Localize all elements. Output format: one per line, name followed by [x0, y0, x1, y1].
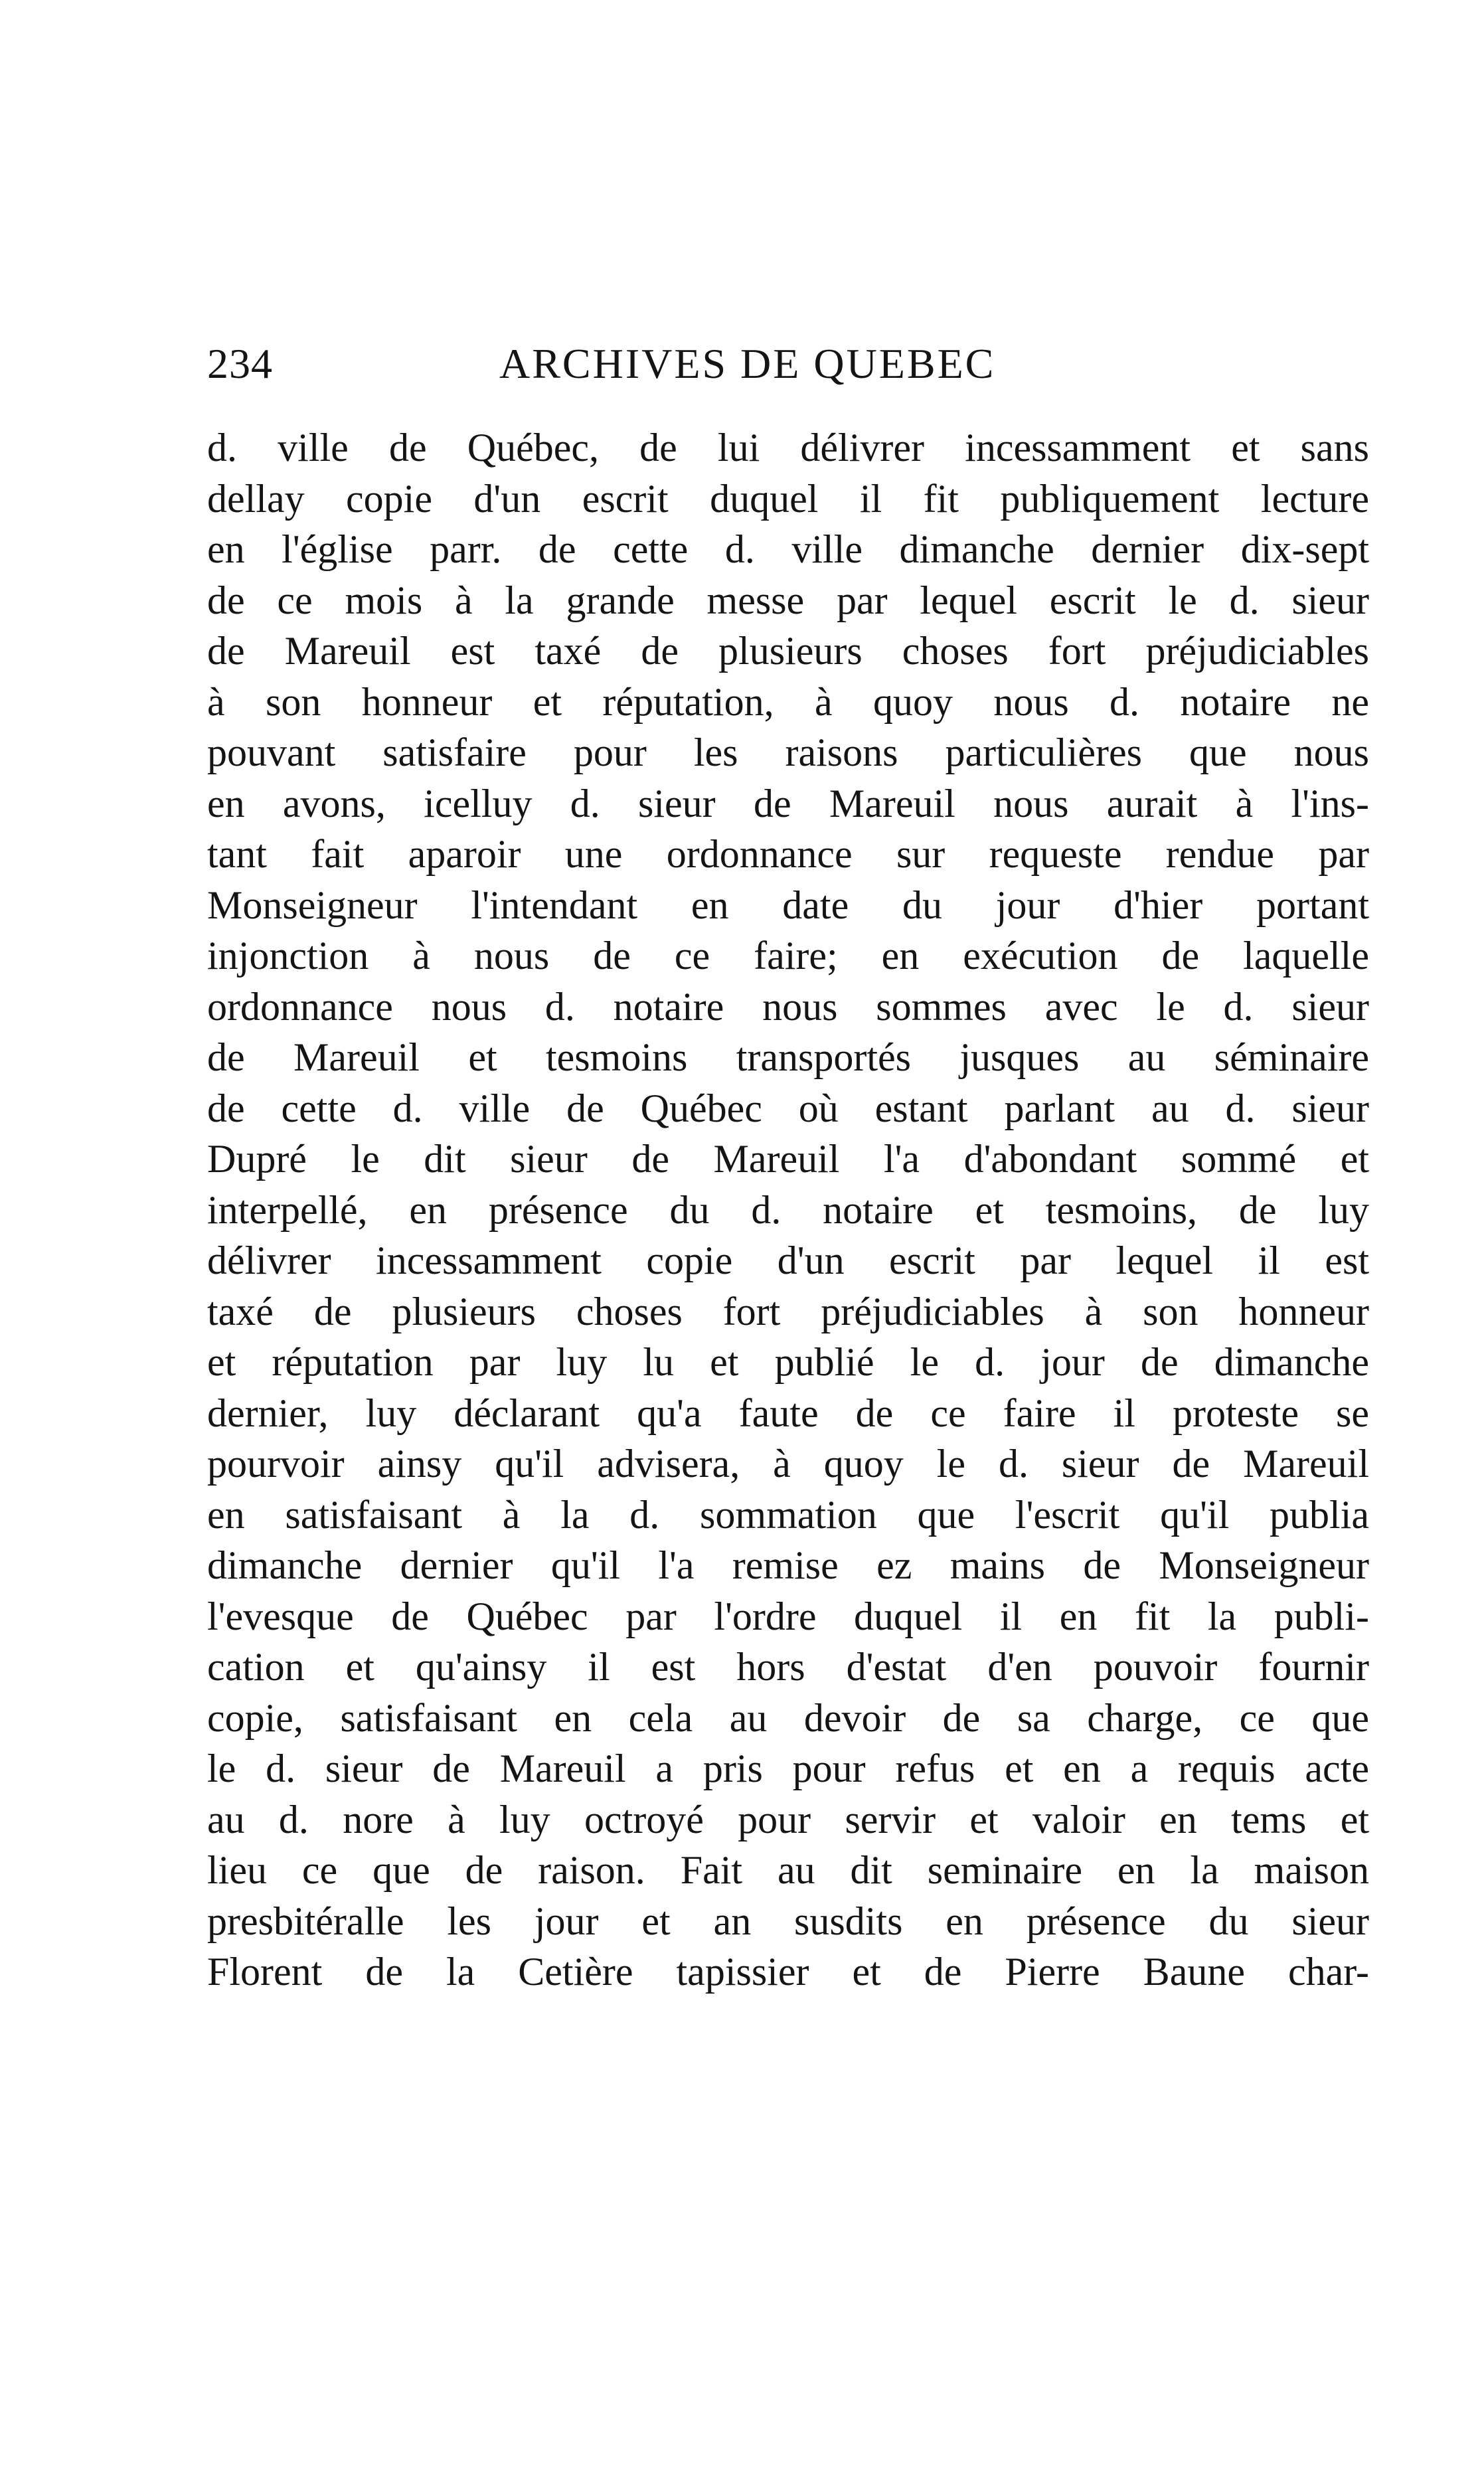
- text-line: au d. nore à luy octroyé pour servir et valoir en tems et: [207, 1797, 1369, 1841]
- text-line: dellay copie d'un escrit duquel il fit publiquement lecture: [207, 476, 1369, 521]
- text-line: dimanche dernier qu'il l'a remise ez mains de Monseigneur: [207, 1543, 1369, 1587]
- text-line: dernier, luy déclarant qu'a faute de ce faire il proteste se: [207, 1391, 1369, 1435]
- text-line: de Mareuil est taxé de plusieurs choses fort préjudiciables: [207, 629, 1369, 673]
- text-line: copie, satisfaisant en cela au devoir de sa charge, ce que: [207, 1695, 1369, 1740]
- text-line: et réputation par luy lu et publié le d. jour de dimanche: [207, 1340, 1369, 1384]
- text-line: en avons, icelluy d. sieur de Mareuil nous aurait à l'ins-: [207, 781, 1369, 825]
- text-line: d. ville de Québec, de lui délivrer incessamment et sans: [207, 426, 1369, 470]
- text-line: interpellé, en présence du d. notaire et tesmoins, de luy: [207, 1187, 1369, 1232]
- text-line: tant fait aparoir une ordonnance sur requeste rendue par: [207, 832, 1369, 876]
- text-line: pourvoir ainsy qu'il advisera, à quoy le d. sieur de Mareuil: [207, 1442, 1369, 1486]
- body-text: [207, 422, 1369, 1998]
- text-line: taxé de plusieurs choses fort préjudiciables à son honneur: [207, 1289, 1369, 1333]
- text-line: en l'église parr. de cette d. ville dimanche dernier dix-sept: [207, 527, 1369, 571]
- text-line: pouvant satisfaire pour les raisons particulières que nous: [207, 730, 1369, 774]
- text-line: à son honneur et réputation, à quoy nous d. notaire ne: [207, 679, 1369, 724]
- text-line: Dupré le dit sieur de Mareuil l'a d'abondant sommé et: [207, 1137, 1369, 1181]
- text-line: Monseigneur l'intendant en date du jour d'hier portant: [207, 883, 1369, 927]
- text-line: de ce mois à la grande messe par lequel escrit le d. sieur: [207, 578, 1369, 622]
- running-head: [207, 337, 1369, 390]
- text-line: ordonnance nous d. notaire nous sommes avec le d. sieur: [207, 984, 1369, 1029]
- text-line: de cette d. ville de Québec où estant parlant au d. sieur: [207, 1086, 1369, 1130]
- text-line: l'evesque de Québec par l'ordre duquel il en fit la publi-: [207, 1594, 1369, 1638]
- text-line: injonction à nous de ce faire; en exécution de laquelle: [207, 934, 1369, 978]
- text-line: lieu ce que de raison. Fait au dit seminaire en la maison: [207, 1848, 1369, 1892]
- text-line: de Mareuil et tesmoins transportés jusques au séminaire: [207, 1035, 1369, 1079]
- text-line: en satisfaisant à la d. sommation que l'escrit qu'il publia: [207, 1492, 1369, 1537]
- text-line: presbitéralle les jour et an susdits en présence du sieur: [207, 1899, 1369, 1943]
- text-line: Florent de la Cetière tapissier et de Pierre Baune char-: [207, 1950, 1369, 1994]
- running-title: ARCHIVES DE QUEBEC: [499, 340, 996, 387]
- text-line: le d. sieur de Mareuil a pris pour refus et en a requis acte: [207, 1747, 1369, 1790]
- page-number: 234: [207, 340, 273, 387]
- text-line: délivrer incessamment copie d'un escrit par lequel il est: [207, 1239, 1369, 1282]
- text-line: cation et qu'ainsy il est hors d'estat d'en pouvoir fournir: [207, 1645, 1369, 1689]
